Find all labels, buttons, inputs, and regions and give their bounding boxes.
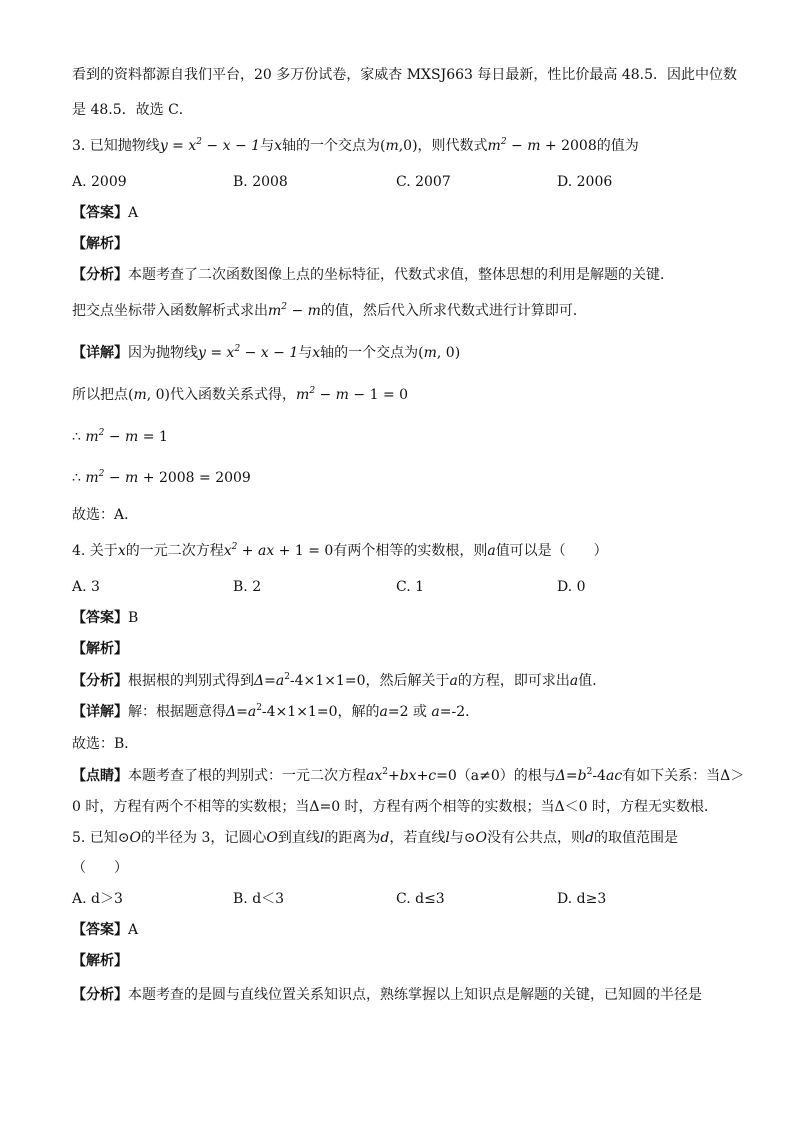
equation: $y = x^2 - x - 1$	[159, 137, 261, 154]
analysis-heading: 【解析】	[72, 236, 128, 252]
option-b: B. 2	[233, 579, 262, 595]
option-b: B. d＜3	[233, 891, 285, 907]
option-a: A. d＞3	[72, 891, 123, 907]
option-a: A. 3	[72, 579, 100, 595]
paragraph-continuation: 看到的资料都源自我们平台，20 多万份试卷，家威杏 MXSJ663 每日最新，性比价最高 48.5．因此中位数	[72, 67, 738, 83]
option-a: A. 2009	[72, 174, 127, 190]
option-c: C. d≤3	[396, 891, 445, 907]
analysis-line-2: 把交点坐标带入函数解析式求出$m^2 - m$的值，然后代入所求代数式进行计算即可．	[72, 302, 587, 319]
analysis-heading: 【解析】	[72, 953, 128, 969]
remark-line-2: 0 时，方程有两个不相等的实数根；当Δ=0 时，方程有两个相等的实数根；当Δ＜0 时，方程无实数根．	[72, 799, 719, 815]
detail-line-3: ∴ $m^2 - m = 1$	[72, 428, 168, 445]
option-c: C. 1	[396, 579, 425, 595]
detail-line-2: 所以把点(m, 0)代入函数关系式得，$m^2 - m - 1 = 0$	[72, 386, 409, 403]
question-5-stem: 5. 已知⊙O的半径为 3，记圆心O到直线l的距离为d，若直线l与⊙O没有公共点，则d的取值范围是	[72, 830, 678, 846]
option-d: D. 2006	[557, 174, 613, 190]
detail-line-4: ∴ $m^2 - m + 2008 = 2009$	[72, 469, 251, 486]
remark-line-1: 【点睛】本题考查了根的判别式：一元二次方程$ax^2+bx+c=0(a\ne 0)$的根与$\Delta=b^2-4ac$有如下关系：当Δ＞	[72, 767, 745, 784]
option-b: B. 2008	[233, 174, 288, 190]
option-d: D. 0	[557, 579, 586, 595]
answer-line: 【答案】A	[72, 205, 139, 221]
question-4-stem: 4. 关于x的一元二次方程$x^2$ + ax + 1 = 0有两个相等的实数根，则a值可以是（ ）	[72, 542, 608, 559]
option-d: D. d≥3	[557, 891, 607, 907]
question-5-paren: （ ）	[72, 860, 128, 876]
paragraph-continuation-end: 是 48.5．故选 C．	[72, 102, 193, 118]
choice-line: 故选：A．	[72, 507, 139, 523]
choice-line: 故选：B．	[72, 736, 139, 752]
option-c: C. 2007	[396, 174, 451, 190]
answer-line: 【答案】B	[72, 610, 139, 626]
analysis-line: 【分析】本题考查的是圆与直线位置关系知识点，熟练掌握以上知识点是解题的关键，已知圆的半径是	[72, 987, 702, 1003]
analysis-line: 【分析】本题考查了二次函数图像上点的坐标特征，代数式求值，整体思想的利用是解题的关键．	[72, 267, 674, 283]
detail-line-1: 【详解】因为抛物线$y = x^2 - x - 1$与x轴的一个交点为(m, 0)	[72, 344, 461, 361]
analysis-heading: 【解析】	[72, 641, 128, 657]
expression: $m^2 - m + 2008$	[487, 137, 597, 154]
question-3-stem: 3. 已知抛物线$y = x^2 - x - 1$与x轴的一个交点为(m,0)，则代数式$m^2 - m + 2008$的值为	[72, 137, 639, 154]
answer-line: 【答案】A	[72, 922, 139, 938]
analysis-line: 【分析】根据根的判别式得到$\Delta=a^2-4\times 1\times 1=0$，然后解关于a的方程，即可求出a值．	[72, 672, 607, 689]
detail-line: 【详解】解：根据题意得$\Delta=a^2-4\times 1\times 1=0$，解的a=2 或 a=-2．	[72, 703, 480, 720]
